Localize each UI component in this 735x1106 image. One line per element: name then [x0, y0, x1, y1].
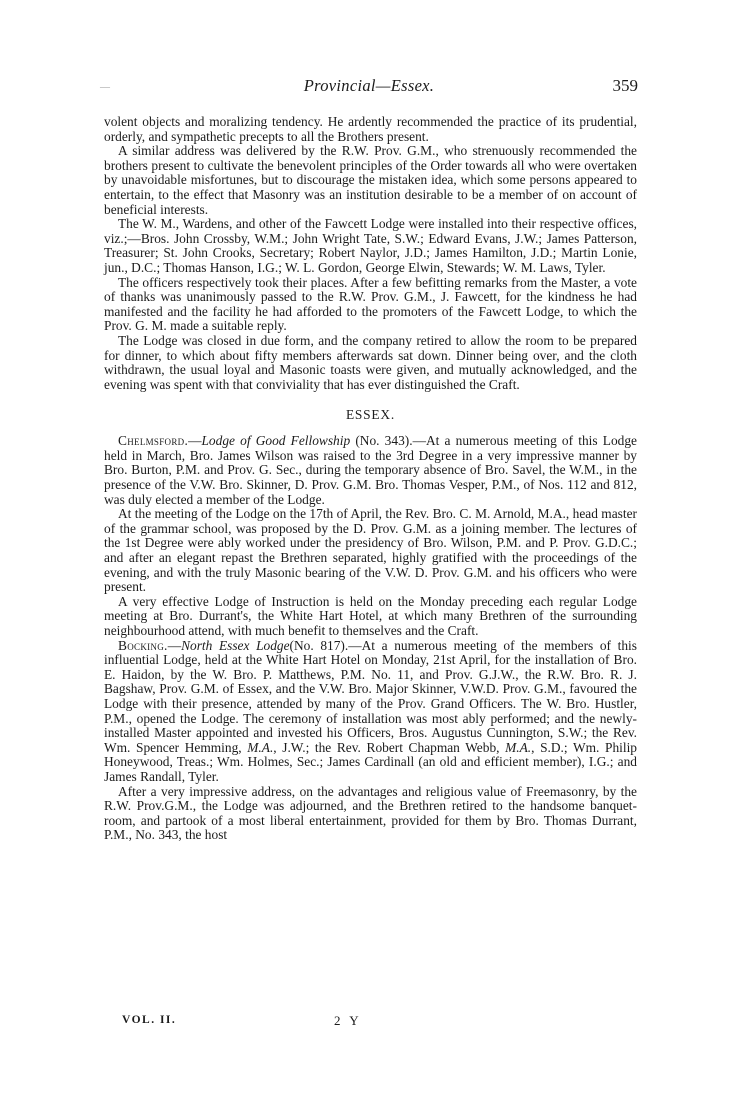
volume-number: VOL. II.: [122, 1014, 177, 1026]
paragraph: The Lodge was closed in due form, and the company retired to allow the room to be prepared for dinner, to which about fifty members afterwards sat down. Dinner being over, and the cloth withdrawn, the usual loyal and Masonic toasts were given, and mutually acknowledged, and the evening was spent with that conviviality that has ever distinguished the Craft.: [104, 332, 637, 392]
paragraph: A very effective Lodge of Instruction is held on the Monday preceding each regular Lodge meeting at Bro. Durrant's, the White Hart Hotel, at which many Brethren of the surrounding neighbourhood attend, with much benefit to themselves and the Craft.: [104, 593, 637, 638]
article-body: [104, 115, 637, 843]
running-head: [100, 76, 638, 100]
paragraph: The W. M., Wardens, and other of the Fawcett Lodge were installed into their respective offices, viz.;—Bros. John Crossby, W.M.; John Wright Tate, S.W.; Edward Evans, J.W.; James Patterson, Treasurer; St. John Crooks, Secretary; Robert Naylor, J.D.; James Hamilton, J.D.; Martin Lonie, jun., D.C.; Thomas Hanson, I.G.; W. L. Gordon, George Elwin, Stewards; W. M. Laws, Tyler.: [104, 216, 637, 275]
paragraph: volent objects and moralizing tendency. He ardently recommended the practice of its prudential, orderly, and sympathetic precepts to all the Brothers present.: [104, 114, 637, 144]
section-heading: ESSEX.: [345, 407, 396, 423]
degree-abbrev: M.A.: [247, 739, 274, 755]
place-name: Bocking.: [118, 637, 168, 653]
lodge-name: Lodge of Good Fellowship: [201, 433, 351, 449]
paragraph: A similar address was delivered by the R.W. Prov. G.M., who strenuously recommended the brothers present to cultivate the benevolent principles of the Order towards all who were overtaken by unavoidable misfortunes, but to discourage the mistaken idea, which some persons appeared to entertain, to the effect that Masonry was an institution desirable to be a member of on account of beneficial interests.: [104, 143, 637, 217]
paragraph: The officers respectively took their places. After a few befitting remarks from the Master, a vote of thanks was unanimously passed to the R.W. Prov. G.M., J. Fawcett, for the kindness he had manifested and the facility he had afforded to the promoters of the Fawcett Lodge, to which the Prov. G. M. made a suitable reply.: [104, 274, 637, 334]
paragraph: At the meeting of the Lodge on the 17th of April, the Rev. Bro. C. M. Arnold, M.A., head master of the grammar school, was proposed by the D. Prov. G.M. as a joining member. The lectures of the 1st Degree were ably worked under the presidency of Bro. Wilson, P.M. and P. Prov. G.D.C.; and after an elegant repast the Brethren separated, highly gratified with the proceedings of the evening, and with the truly Masonic bearing of the V.W. D. Prov. G.M. and his officers who were present.: [104, 506, 637, 595]
report-text: , S.D.; Wm. Philip Honeywood, Treas.; Wm. Holmes, Sec.; James Cardinall (an old and efficient member), I.G.; and James Randall, Tyler.: [104, 739, 637, 784]
report-text: , J.W.; the Rev. Robert Chapman Webb,: [273, 739, 506, 755]
paragraph: After a very impressive address, on the advantages and religious value of Freemasonry, by the R.W. Prov.G.M., the Lodge was adjourned, and the Brethren retired to the handsome banquet-room, and partook of a most liberal entertainment, provided for them by Bro. Thomas Durrant, P.M., No. 343, the host: [104, 783, 637, 843]
place-name: Chelmsford.: [118, 433, 189, 449]
page-number: 359: [612, 76, 638, 95]
signature-mark: 2 Y: [334, 1013, 362, 1028]
dash: —: [188, 433, 202, 449]
dash: —: [167, 637, 182, 653]
degree-abbrev: M.A.: [505, 739, 532, 755]
report-text: (No. 817).—At a numerous meeting of the members of this influential Lodge, held at the White Hart Hotel on Monday, 21st April, for the installation of Bro. E. Haidon, by the W. Bro. P. Matthews, P.M. No. 11, and Prov. G.J.W., the R.W. Bro. R. J. Bagshaw, Prov. G.M. of Essex, and the V.W. Bro. Major Skinner, V.W.D. Prov. G.M., favoured the Lodge with their presence, attended by many of the Prov. Grand Officers. The W. Bro. Hustler, P.M., opened the Lodge. The ceremony of installation was most ably performed; and the newly-installed Master appointed and invested his Officers, Bros. Augustus Cunnington, S.W.; the Rev. Wm. Spencer Hemming,: [104, 637, 637, 755]
bocking-report: [104, 639, 637, 785]
chelmsford-report: [104, 434, 637, 507]
header-dash: —: [100, 82, 110, 93]
report-text: (No. 343).—At a numerous meeting of this Lodge held in March, Bro. James Wilson was raised to the 3rd Degree in a very impressive manner by Bro. Burton, P.M. and Prov. G. Sec., during the temporary absence of Bro. Savel, the W.M., in the presence of the V.W. Bro. Skinner, D. Prov. G.M. Bro. Thomas Vesper, P.M., of Nos. 112 and 812, was duly elected a member of the Lodge.: [104, 433, 637, 507]
page-footer: [122, 1013, 637, 1031]
running-title: Provincial—Essex.: [303, 76, 435, 95]
lodge-name: North Essex Lodge: [181, 637, 290, 653]
